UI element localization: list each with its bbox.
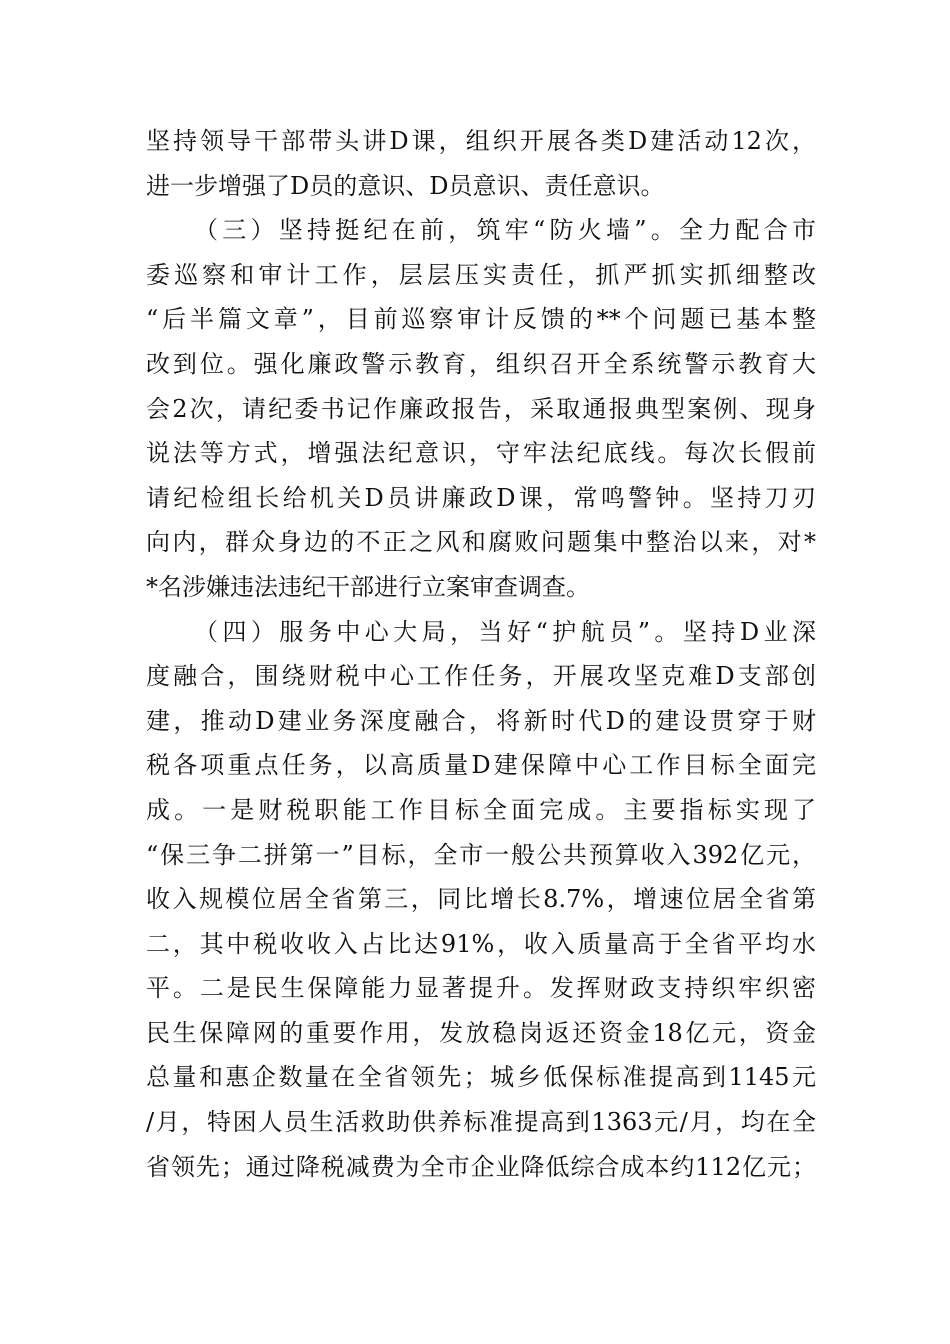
text-line: 建，推动D建业务深度融合，将新时代D的建设贯穿于财 [146,706,816,735]
section-heading-line: （三）坚持挺纪在前，筑牢“防火墙”。全力配合市 [194,216,816,245]
text-line: 民生保障网的重要作用，发放稳岗返还资金18亿元，资金 [146,1018,816,1047]
text-line: 度融合，围绕财税中心工作任务，开展攻坚克难D支部创 [146,662,816,691]
text-line: 省领先；通过降税减费为全市企业降低综合成本约112亿元； [146,1152,816,1181]
text-line: 收入规模位居全省第三，同比增长8.7%，增速位居全省第 [146,885,816,914]
section-heading-line: （四）服务中心大局，当好“护航员”。坚持D业深 [194,617,816,646]
text-line: 二，其中税收收入占比达91%，收入质量高于全省平均水 [146,929,816,958]
text-line: 向内，群众身边的不正之风和腐败问题集中整治以来，对* [146,528,816,557]
text-line: 坚持领导干部带头讲D课，组织开展各类D建活动12次， [146,127,816,155]
text-line: *名涉嫌违法违纪干部进行立案审查调查。 [146,572,590,601]
text-line: 说法等方式，增强法纪意识，守牢法纪底线。每次长假前 [146,439,816,468]
text-line: 平。二是民生保障能力显著提升。发挥财政支持织牢织密 [146,974,816,1003]
text-line: 总量和惠企数量在全省领先；城乡低保标准提高到1145元 [146,1063,816,1092]
body-text [146,119,816,1189]
text-line: 委巡察和审计工作，层层压实责任，抓严抓实抓细整改 [146,260,816,289]
text-line: /月，特困人员生活救助供养标准提高到1363元/月，均在全 [146,1108,816,1137]
text-line: 成。一是财税职能工作目标全面完成。主要指标实现了 [146,795,816,824]
text-line: “后半篇文章”，目前巡察审计反馈的**个问题已基本整 [146,305,816,334]
text-line: 税各项重点任务，以高质量D建保障中心工作目标全面完 [146,751,816,780]
text-line: 改到位。强化廉政警示教育，组织召开全系统警示教育大 [146,349,816,378]
text-line: 会2次，请纪委书记作廉政报告，采取通报典型案例、现身 [146,394,816,423]
text-line: 进一步增强了D员的意识、D员意识、责任意识。 [146,171,665,200]
text-line: 请纪检组长给机关D员讲廉政D课，常鸣警钟。坚持刀刃 [146,483,816,512]
text-line: “保三争二拼第一”目标，全市一般公共预算收入392亿元， [146,840,816,869]
